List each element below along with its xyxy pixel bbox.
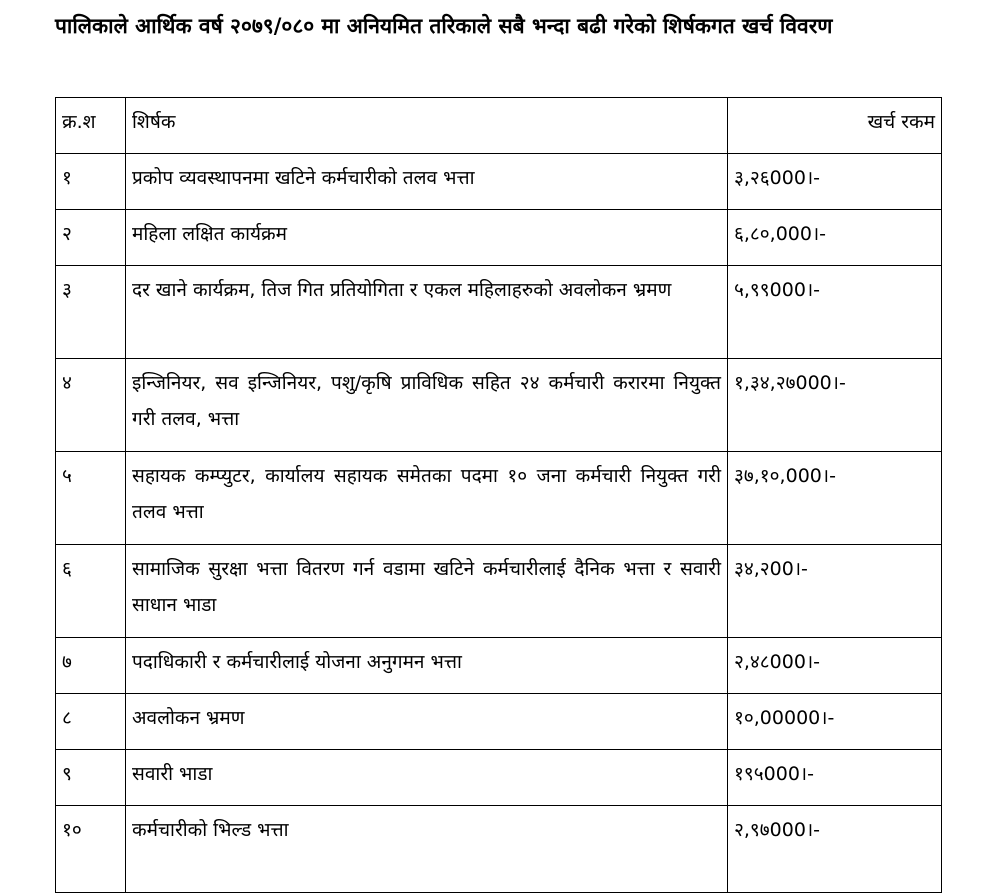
row-amount: २,९७000।- (728, 806, 942, 893)
row-amount: ३७,१०,000।- (728, 452, 942, 545)
row-title: सामाजिक सुरक्षा भत्ता वितरण गर्न वडामा खटिने कर्मचारीलाई दैनिक भत्ता र सवारी साधान भाडा (126, 545, 728, 638)
row-serial-number: ७ (56, 638, 126, 694)
row-amount: ५,९९000।- (728, 266, 942, 359)
table-row (56, 210, 942, 266)
row-title: कर्मचारीको भिल्ड भत्ता (126, 806, 728, 893)
table-row (56, 452, 942, 545)
row-title: प्रकोप व्यवस्थापनमा खटिने कर्मचारीको तलव भत्ता (126, 154, 728, 210)
row-amount: ३४,२00।- (728, 545, 942, 638)
document-heading: पालिकाले आर्थिक वर्ष २०७९/०८० मा अनियमित तरिकाले सबै भन्दा बढी गरेको शिर्षकगत खर्च विवरण (55, 14, 833, 38)
row-serial-number: २ (56, 210, 126, 266)
table-row (56, 750, 942, 806)
row-title: महिला लक्षित कार्यक्रम (126, 210, 728, 266)
row-serial-number: १० (56, 806, 126, 893)
row-serial-number: ४ (56, 359, 126, 452)
row-amount: १,३४,२७000।- (728, 359, 942, 452)
header-amount: खर्च रकम (728, 98, 942, 154)
table-row (56, 154, 942, 210)
row-serial-number: ८ (56, 694, 126, 750)
row-title: दर खाने कार्यक्रम, तिज गित प्रतियोगिता र एकल महिलाहरुको अवलोकन भ्रमण (126, 266, 728, 359)
row-amount: ६,८०,000।- (728, 210, 942, 266)
row-serial-number: १ (56, 154, 126, 210)
row-serial-number: ६ (56, 545, 126, 638)
row-title: सवारी भाडा (126, 750, 728, 806)
row-title: पदाधिकारी र कर्मचारीलाई योजना अनुगमन भत्ता (126, 638, 728, 694)
expense-table (55, 97, 942, 893)
row-amount: १०,00000।- (728, 694, 942, 750)
row-title: इन्जिनियर, सव इन्जिनियर, पशु/कृषि प्राविधिक सहित २४ कर्मचारी करारमा नियुक्त गरी तलव, भत्ता (126, 359, 728, 452)
row-amount: १९५000।- (728, 750, 942, 806)
table-row (56, 694, 942, 750)
row-title: अवलोकन भ्रमण (126, 694, 728, 750)
header-serial-number: क्र.श (56, 98, 126, 154)
header-title: शिर्षक (126, 98, 728, 154)
row-serial-number: ५ (56, 452, 126, 545)
table-row (56, 638, 942, 694)
table-header-row (56, 98, 942, 154)
table-row (56, 266, 942, 359)
table-row (56, 359, 942, 452)
table-row (56, 806, 942, 893)
row-amount: ३,२६000।- (728, 154, 942, 210)
row-serial-number: ९ (56, 750, 126, 806)
row-amount: २,४८000।- (728, 638, 942, 694)
row-serial-number: ३ (56, 266, 126, 359)
table-row (56, 545, 942, 638)
row-title: सहायक कम्प्युटर, कार्यालय सहायक समेतका पदमा १० जना कर्मचारी नियुक्त गरी तलव भत्ता (126, 452, 728, 545)
